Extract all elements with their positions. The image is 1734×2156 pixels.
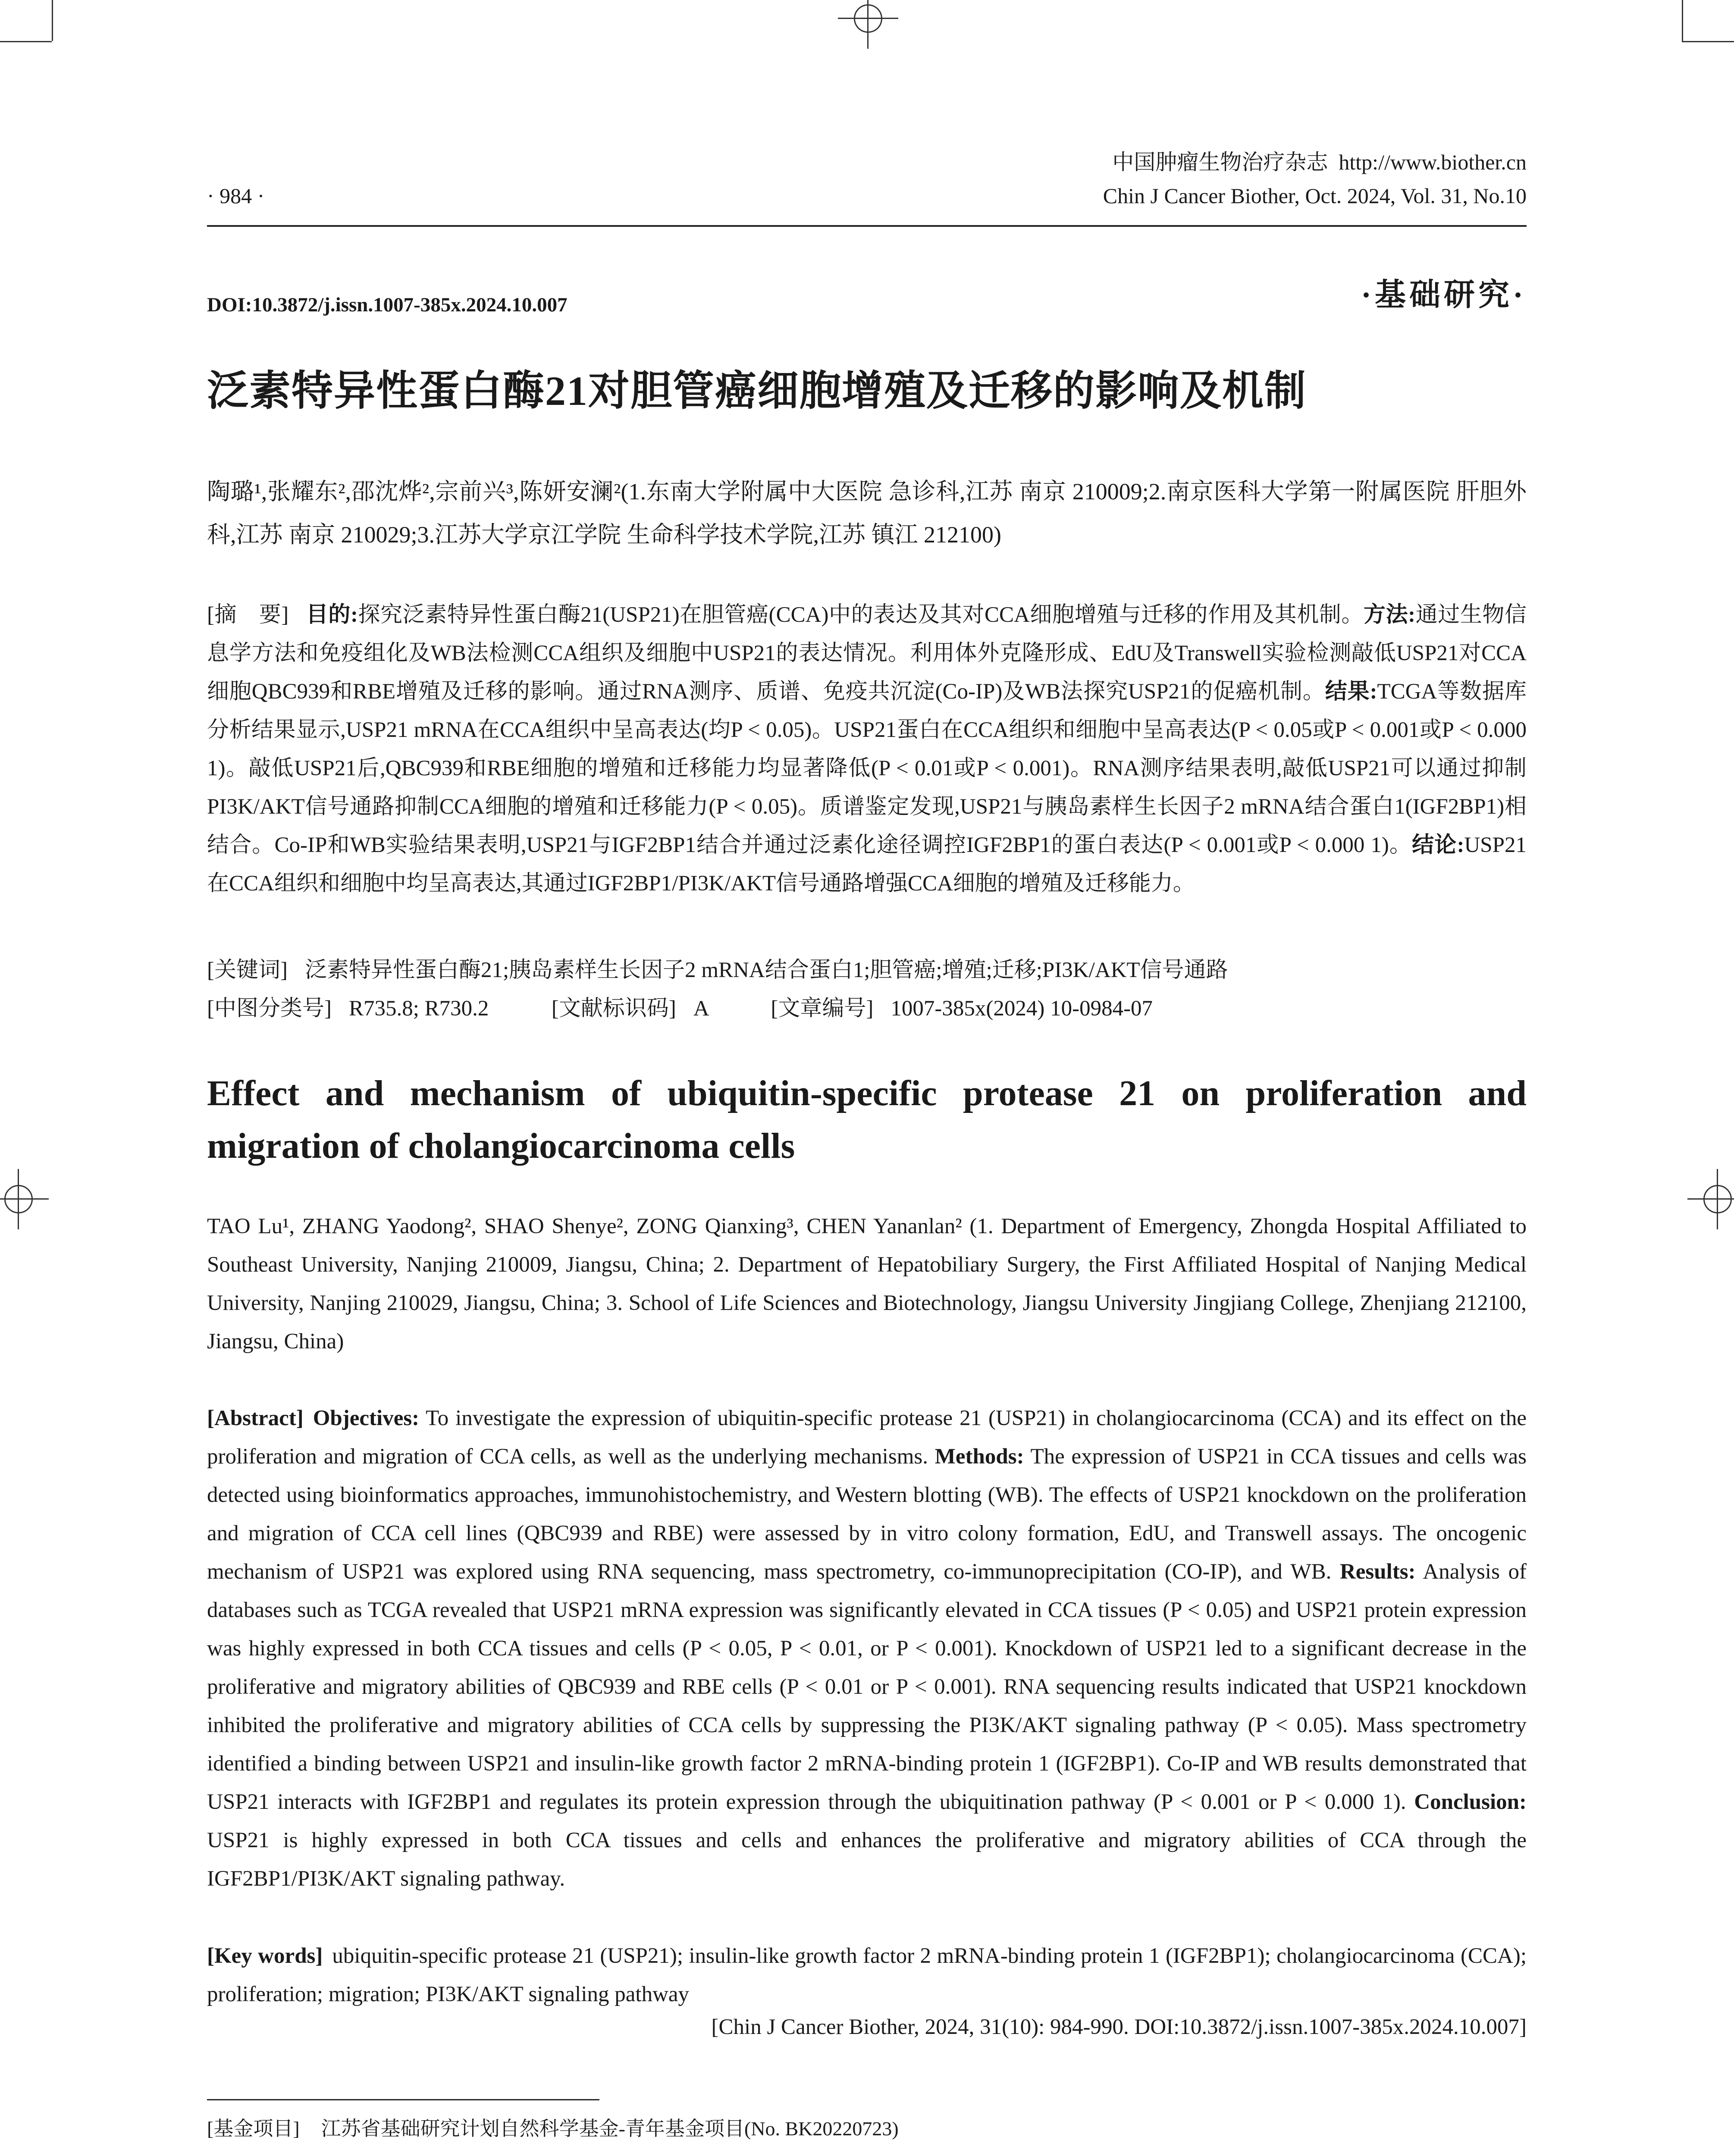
page-number: · 984 · <box>207 184 265 208</box>
objectives-en-label: Objectives: <box>313 1406 420 1430</box>
doc-code: A <box>693 997 708 1021</box>
article-no-label: [文章编号] <box>771 997 874 1021</box>
clc-code: R735.8; R730.2 <box>348 997 489 1021</box>
crop-mark <box>1682 0 1683 41</box>
conclusion-en-text: USP21 is highly expressed in both CCA tissues and cells and enhances the proliferative and migratory abilities of CCA through the IGF2BP1/PI3K/AKT signaling pathway. <box>207 1828 1527 1891</box>
results-text: TCGA等数据库分析结果显示,USP21 mRNA在CCA组织中呈高表达(均P < 0.05)。USP21蛋白在CCA组织和细胞中呈高表达(P < 0.05或P < 0.001或P < 0.000 1)。敲低USP21后,QBC939和RBE细胞的增殖和迁移能力均显著降低(P < 0.01或P < 0.001)。RNA测序结果表明,敲低USP21可以通过抑制PI3K/AKT信号通路抑制CCA细胞的增殖和迁移能力(P < 0.05)。质谱鉴定发现,USP21与胰岛素样生长因子2 mRNA结合蛋白1(IGF2BP1)相结合。Co-IP和WB实验结果表明,USP21与IGF2BP1结合并通过泛素化途径调控IGF2BP1的蛋白表达(P < 0.001或P < 0.000 1)。 <box>207 680 1527 857</box>
journal-header-en: Chin J Cancer Biother, Oct. 2024, Vol. 31, No.10 <box>1103 184 1527 208</box>
footnote-fund <box>207 2113 899 2141</box>
doc-code-label: [文献标识码] <box>551 997 676 1021</box>
results-label: 结果: <box>1325 680 1377 704</box>
results-en-text: Analysis of databases such as TCGA revealed that USP21 mRNA expression was significantly elevated in CCA tissues (P < 0.05) and USP21 protein expression was highly expressed in both CCA tissues and cells (P < 0.05, P < 0.01, or P < 0.001). Knockdown of USP21 led to a significant decrease in the proliferative and migratory abilities of QBC939 and RBE cells (P < 0.01 or P < 0.001). RNA sequencing results indicated that USP21 knockdown inhibited the proliferative and migratory abilities of CCA cells by suppressing the PI3K/AKT signaling pathway (P < 0.05). Mass spectrometry identified a binding between USP21 and insulin-like growth factor 2 mRNA-binding protein 1 (IGF2BP1). Co-IP and WB results demonstrated that USP21 interacts with IGF2BP1 and regulates its protein expression through the ubiquitination pathway (P < 0.001 or P < 0.000 1). <box>207 1560 1527 1814</box>
column-label: ·基础研究· <box>1361 278 1527 312</box>
footnote-rule <box>207 2099 599 2100</box>
registration-mark-icon <box>4 1185 33 1213</box>
keywords-cn-text: 泛素特异性蛋白酶21;胰岛素样生长因子2 mRNA结合蛋白1;胆管癌;增殖;迁移;PI3K/AKT信号通路 <box>304 958 1228 982</box>
citation: [Chin J Cancer Biother, 2024, 31(10): 984-990. DOI:10.3872/j.issn.1007-385x.2024.10.007] <box>711 2015 1527 2039</box>
abstract-cn-label: [摘 要] <box>207 603 289 627</box>
authors-cn: 陶璐¹,张耀东²,邵沈烨²,宗前兴³,陈妍安澜²(1.东南大学附属中大医院 急诊科,江苏 南京 210009;2.南京医科大学第一附属医院 肝胆外科,江苏 南京 210029;3.江苏大学京江学院 生命科学技术学院,江苏 镇江 212100) <box>207 479 1527 548</box>
methods-en-text: The expression of USP21 in CCA tissues and cells was detected using bioinformatics approaches, immunohistochemistry, and Western blotting (WB). The effects of USP21 knockdown on the proliferation and migration of CCA cell lines (QBC939 and RBE) were assessed by in vitro colony formation, EdU, and Transwell assays. The oncogenic mechanism of USP21 was explored using RNA sequencing, mass spectrometry, co-immunoprecipitation (CO-IP), and WB. <box>207 1445 1527 1584</box>
authors-en: TAO Lu¹, ZHANG Yaodong², SHAO Shenye², ZONG Qianxing³, CHEN Yananlan² (1. Department of Emergency, Zhongda Hospital Affiliated to Southeast University, Nanjing 210009, Jiangsu, China; 2. Department of Hepatobiliary Surgery, the First Affiliated Hospital of Nanjing Medical University, Nanjing 210029, Jiangsu, China; 3. School of Life Sciences and Biotechnology, Jiangsu University Jingjiang College, Zhenjiang 212100, Jiangsu, China) <box>207 1214 1527 1354</box>
keywords-en-label: [Key words] <box>207 1944 323 1968</box>
keywords-en-text: ubiquitin-specific protease 21 (USP21); insulin-like growth factor 2 mRNA-binding protein 1 (IGF2BP1); cholangiocarcinoma (CCA); proliferation; migration; PI3K/AKT signaling pathway <box>207 1944 1527 2006</box>
crop-mark <box>0 41 52 42</box>
registration-mark-icon <box>1703 1185 1732 1213</box>
article-no: 1007-385x(2024) 10-0984-07 <box>891 997 1153 1021</box>
methods-text: 通过生物信息学方法和免疫组化及WB法检测CCA组织及细胞中USP21的表达情况。利用体外克隆形成、EdU及Transwell实验检测敲低USP21对CCA细胞QBC939和RBE增殖及迁移的影响。通过RNA测序、质谱、免疫共沉淀(Co-IP)及WB法探究USP21的促癌机制。 <box>207 603 1527 704</box>
fund-text: 江苏省基础研究计划自然科学基金-青年基金项目(No. BK20220723) <box>321 2118 899 2140</box>
clc-label: [中图分类号] <box>207 997 332 1021</box>
classification-line <box>207 990 1527 1028</box>
conclusion-label: 结论: <box>1412 833 1464 857</box>
objective-text: 探究泛素特异性蛋白酶21(USP21)在胆管癌(CCA)中的表达及其对CCA细胞增殖与迁移的作用及其机制。 <box>357 603 1364 627</box>
abstract-cn <box>207 596 1527 903</box>
conclusion-en-label: Conclusion: <box>1414 1790 1527 1814</box>
title-cn: 泛素特异性蛋白酶21对胆管癌细胞增殖及迁移的影响及机制 <box>207 368 1307 414</box>
journal-url: http://www.biother.cn <box>1339 150 1527 174</box>
crop-mark <box>52 0 53 41</box>
objectives-en-text: To investigate the expression of ubiquitin-specific protease 21 (USP21) in cholangiocarcinoma (CCA) and its effect on the proliferation and migration of CCA cells, as well as the underlying mechanisms. <box>207 1406 1527 1469</box>
journal-name-cn: 中国肿瘤生物治疗杂志 <box>1112 150 1328 174</box>
registration-mark-icon <box>854 4 882 33</box>
methods-label: 方法: <box>1364 603 1416 627</box>
crop-mark <box>1682 41 1734 42</box>
abstract-en <box>207 1399 1527 1898</box>
keywords-cn-label: [关键词] <box>207 958 288 982</box>
footnote-author <box>207 2151 1126 2156</box>
title-en: Effect and mechanism of ubiquitin-specific protease 21 on proliferation and migration of cholangiocarcinoma cells <box>207 1073 1527 1166</box>
abstract-en-label: [Abstract] <box>207 1406 304 1430</box>
results-en-label: Results: <box>1339 1560 1416 1584</box>
conclusion-text: USP21在CCA组织和细胞中均呈高表达,其通过IGF2BP1/PI3K/AKT信号通路增强CCA细胞的增殖及迁移能力。 <box>207 833 1527 896</box>
header-rule <box>207 225 1527 227</box>
fund-label: [基金项目] <box>207 2118 300 2140</box>
journal-header-cn <box>1112 145 1527 176</box>
doi: DOI:10.3872/j.issn.1007-385x.2024.10.007 <box>207 294 568 316</box>
keywords-en <box>207 1937 1527 2014</box>
keywords-cn <box>207 951 1527 990</box>
methods-en-label: Methods: <box>934 1445 1024 1469</box>
objective-label: 目的: <box>306 603 358 627</box>
